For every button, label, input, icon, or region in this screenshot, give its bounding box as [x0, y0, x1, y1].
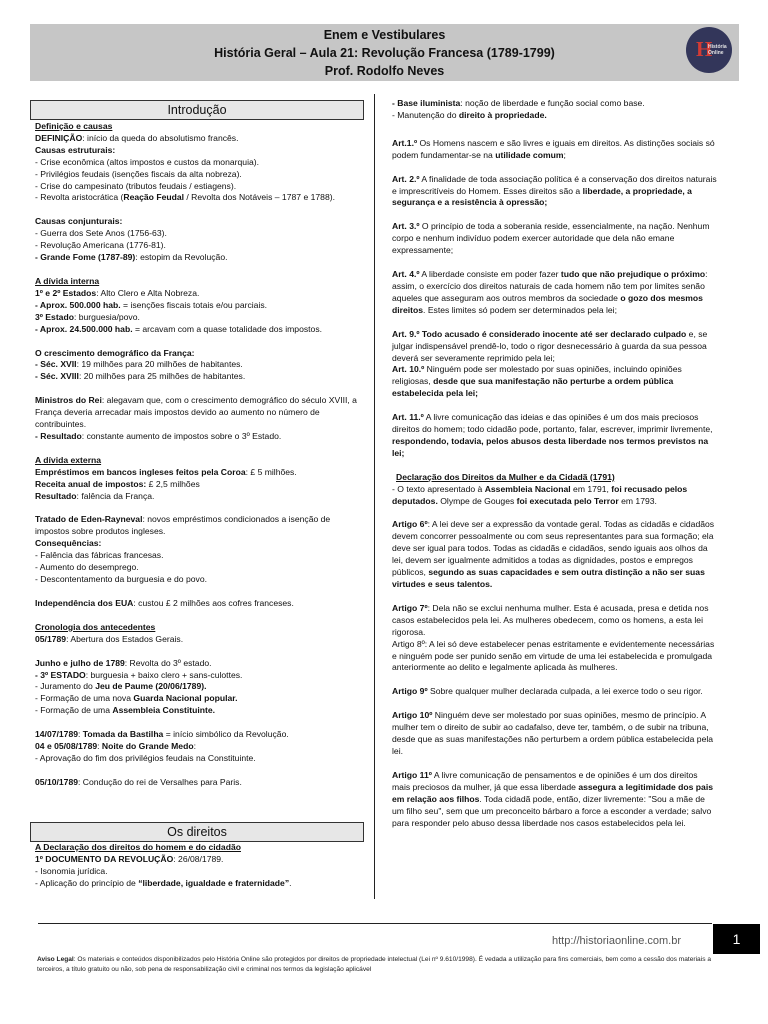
list-item: - Séc. XVII: 19 milhões para 20 milhões de habitantes. [35, 359, 243, 370]
list-item: - Revolução Americana (1776-81). [35, 240, 166, 251]
list-item: - Crise do campesinato (tributos feudais / estiagens). [35, 180, 237, 191]
list-item: - Privilégios feudais (isenções fiscais da alta nobreza). [35, 168, 242, 179]
definicao-text: : início da queda do absolutismo francês. [82, 132, 239, 143]
list-item: - Descontentamento da burguesia e do povo. [35, 574, 207, 584]
divida-interna-heading: A dívida interna [35, 275, 100, 286]
header-title: História Geral – Aula 21: Revolução Francesa (1789-1799) [214, 46, 555, 60]
article-1: Art.1.º Os Homens nascem e são livres e iguais em direitos. As distinções sociais só podem fundamentar-se na utilidade comum; [392, 137, 715, 160]
list-item: - Manutenção do direito à propriedade. [392, 109, 547, 120]
list-item: Empréstimos em bancos ingleses feitos pela Coroa: £ 5 milhões. [35, 466, 297, 477]
definicao-label: DEFINIÇÃO [35, 132, 83, 143]
article-4: Art. 4.º A liberdade consiste em poder fazer tudo que não prejudique o próximo: assim, o exercício dos direitos naturais de cada homem não tem por limites senão aqueles que asseguram aos outros membros da sociedade o gozo dos mesmos direitos. Estes limites só podem ser determinados pela lei; [392, 269, 708, 315]
list-item: Junho e julho de 1789: Revolta do 3º estado. [35, 657, 212, 668]
column-divider [374, 94, 375, 899]
list-item: - Revolta aristocrática (Reação Feudal / Revolta dos Notáveis – 1787 e 1788). [35, 192, 335, 203]
artigo-6: Artigo 6º: A lei deve ser a expressão da vontade geral. Todas as cidadãs e cidadãos devem concorrer pessoalmente ou com seus representantes para sua formação; ela deve ser igual para todos. Todas as cidadãs e cidadãos, sendo iguais aos olhos da lei, devem ser igualmente admitidos a todas as dignidades, postos e empregos públicos, segundo as suas capacidades e sem outra distinção a não ser suas virtudes e seus talentos. [392, 519, 715, 589]
list-item: - Isonomia jurídica. [35, 865, 108, 876]
cronologia-heading: Cronologia dos antecedentes [35, 621, 156, 632]
list-item: - Formação de uma Assembleia Constituinte. [35, 705, 216, 716]
article-3: Art. 3.º O princípio de toda a soberania reside, essencialmente, na nação. Nenhum corpo e nenhum indivíduo podem exercer autoridade que dela não emane expressamente; [392, 221, 710, 256]
historia-online-logo [686, 27, 732, 73]
list-item: 04 e 05/08/1789: Noite do Grande Medo: [35, 741, 196, 752]
list-item: - Aprox. 500.000 hab. = isenções fiscais totais e/ou parciais. [35, 299, 268, 310]
ministros-paragraph: Ministros do Rei: alegavam que, com o crescimento demográfico do século XVIII, a França deveria arrecadar mais impostos devido ao aumento no número de contribuintes. [35, 395, 357, 430]
article-2: Art. 2.º A finalidade de toda associação política é a conservação dos direitos naturais e imprescritíveis do Homem. Esses direitos são a liberdade, a propriedade, a segurança e a resistência à opressão; [392, 173, 717, 208]
artigo-8: Artigo 8º: A lei só deve estabelecer penas estritamente e evidentemente necessárias e ninguém pode ser punido senão em virtude de uma lei estabelecida e promulgada anteriormente ao delito e legalmente aplicada às mulheres. [392, 638, 715, 673]
divida-externa-heading: A dívida externa [35, 454, 102, 465]
list-item: - Grande Fome (1787-89): estopim da Revolução. [35, 252, 228, 263]
list-item: - Formação de uma nova Guarda Nacional popular. [35, 693, 238, 704]
definicao-heading: Definição e causas [35, 121, 113, 131]
declaracao-mulher-heading: Declaração dos Direitos da Mulher e da Cidadã (1791) [396, 471, 615, 482]
footer-divider [38, 923, 712, 924]
list-item: - O texto apresentado à Assembleia Nacional em 1791, foi recusado pelos deputados. Olympe de Gouges foi executada pelo Terror em 1793. [392, 483, 688, 506]
list-item: - Aprox. 24.500.000 hab. = arcavam com a quase totalidade dos impostos. [35, 323, 323, 334]
causas-conjunturais-heading: Causas conjunturais: [35, 216, 123, 227]
right-column [392, 98, 717, 829]
page-number: 1 [713, 924, 760, 954]
list-item: Resultado: falência da França. [35, 490, 155, 501]
list-item: 1º DOCUMENTO DA REVOLUÇÃO: 26/08/1789. [35, 853, 224, 864]
artigo-11: Artigo 11º A livre comunicação de pensamentos e de opiniões é um dos direitos mais preciosos da mulher, já que essa liberdade assegura a legitimidade dos pais em relação aos filhos. Toda cidadã pode, então, dizer livremente: "Sou a mãe de um filho seu", sem que um preconceito bárbaro a force a esconder a verdade; salvo para responder pelo abuso dessa liberdade nos casos estabelecidos pela lei. [392, 769, 713, 828]
page-header [30, 24, 739, 81]
logo-h-icon: H [696, 37, 713, 61]
left-column-direitos [35, 842, 360, 890]
logo-text: História Online [708, 44, 727, 56]
list-item: Receita anual de impostos: £ 2,5 milhões [35, 478, 200, 489]
article-9: Art. 9.º Todo acusado é considerado inocente até ser declarado culpado e, se julgar indispensável prendê-lo, todo o rigor desnecessário à guarda da sua pessoa deverá ser severamente reprimido pela lei; [392, 328, 708, 363]
list-item: - Aumento do desemprego. [35, 562, 139, 573]
list-item: - Aprovação do fim dos privilégios feudais na Constituinte. [35, 752, 256, 763]
artigo-9: Artigo 9º Sobre qualquer mulher declarada culpada, a lei exerce todo o seu rigor. [392, 686, 703, 697]
eua-paragraph: Independência dos EUA: custou £ 2 milhões aos cofres franceses. [35, 597, 294, 608]
article-11: Art. 11.º A livre comunicação das ideias e das opiniões é um dos mais preciosos direitos do homem; todo cidadão pode, portanto, falar, escrever, imprimir livremente, respondendo, todavia, pelos abusos desta liberdade nos termos previstos na lei; [392, 412, 713, 458]
list-item: - Base iluminista: noção de liberdade e função social como base. [392, 98, 645, 108]
list-item: - Séc. XVIII: 20 milhões para 25 milhões de habitantes. [35, 371, 246, 382]
artigo-10: Artigo 10º Ninguém deve ser molestado por suas opiniões, mesmo de princípio. A mulher tem o direito de subir ao cadafalso, deve ter, também, o de subir na tribuna, desde que as suas manifestações não perturbem a ordem pública estabelecida pela lei. [392, 710, 714, 756]
list-item: - Aplicação do princípio de “liberdade, igualdade e fraternidade”. [35, 877, 292, 888]
list-item: 05/10/1789: Condução do rei de Versalhes para Paris. [35, 776, 242, 787]
list-item: 3º Estado: burguesia/povo. [35, 311, 140, 322]
section-os-direitos: Os direitos [30, 822, 364, 842]
list-item: - Resultado: constante aumento de impostos sobre o 3º Estado. [35, 430, 282, 441]
list-item: - 3º ESTADO: burguesia + baixo clero + sans-culottes. [35, 669, 243, 680]
declaracao-heading: A Declaração dos direitos do homem e do cidadão [35, 842, 241, 852]
left-column [35, 121, 360, 789]
section-introducao: Introdução [30, 100, 364, 120]
list-item: 05/1789: Abertura dos Estados Gerais. [35, 633, 184, 644]
site-url[interactable]: http://historiaonline.com.br [552, 935, 682, 947]
artigo-7: Artigo 7º: Dela não se exclui nenhuma mulher. Esta é acusada, presa e detida nos casos estabelecidos pela lei. As mulheres obedecem, como os homens, a esta lei rigorosa. [392, 602, 709, 637]
article-10: Art. 10.º Ninguém pode ser molestado por suas opiniões, incluindo opiniões religiosas, desde que sua manifestação não perturbe a ordem pública estabelecida pela lei; [392, 364, 682, 399]
header-author: Prof. Rodolfo Neves [324, 64, 445, 78]
legal-notice: Aviso Legal: Os materiais e conteúdos disponibilizados pelo História Online são protegidos por direitos de propriedade intelectual (Lei nº 9.610/1998). É vedada a utilização para fins comerciais, bem como a cessão dos materiais a terceiros, a título gratuito ou não, sob pena de responsabilização civil e criminal nos termos da legislação aplicável [37, 956, 711, 973]
list-item: - Falência das fábricas francesas. [35, 550, 164, 561]
crescimento-heading: O crescimento demográfico da França: [35, 347, 195, 358]
list-item: - Guerra dos Sete Anos (1756-63). [35, 228, 167, 239]
list-item: 14/07/1789: Tomada da Bastilha = início simbólico da Revolução. [35, 729, 289, 740]
header-line1: Enem e Vestibulares [323, 28, 446, 42]
causas-estruturais-heading: Causas estruturais: [35, 144, 116, 155]
list-item: 1º e 2º Estados: Alto Clero e Alta Nobreza. [35, 287, 200, 298]
list-item: - Crise econômica (altos impostos e custos da monarquia). [35, 156, 260, 167]
list-item: - Juramento do Jeu de Paume (20/06/1789). [35, 681, 207, 692]
eden-paragraph: Tratado de Eden-Rayneval: novos empréstimos condicionados a isenção de impostos sobre produtos ingleses. [35, 514, 331, 537]
consequencias-heading: Consequências: [35, 538, 102, 549]
